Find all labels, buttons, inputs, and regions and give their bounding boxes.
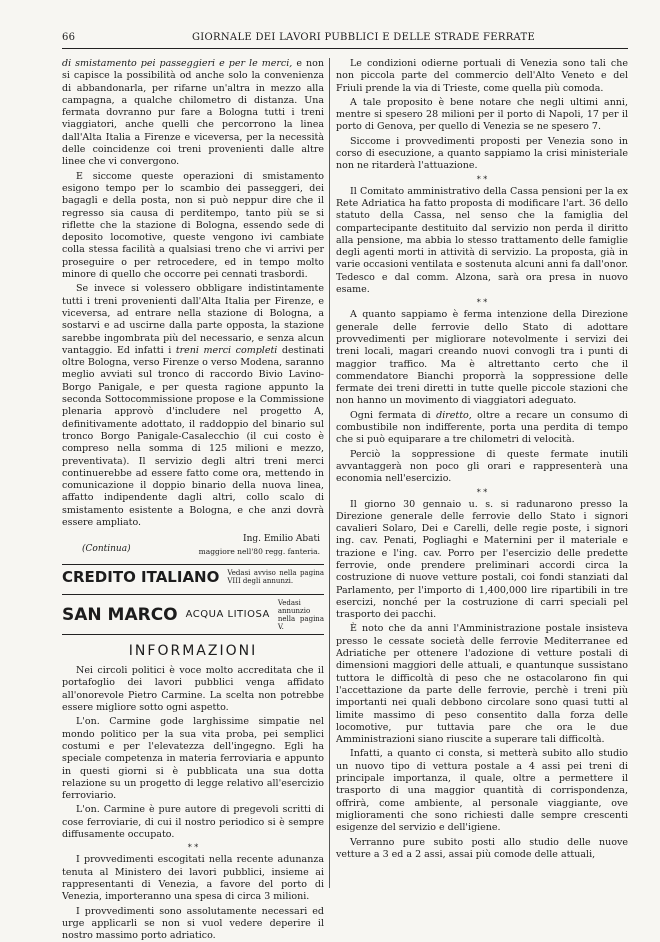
separator-stars: * * [476, 487, 488, 497]
column-divider [329, 58, 330, 888]
header-rule [62, 48, 628, 49]
news-paragraph: Siccome i provvedimenti proposti per Venezia sono in corso di esecuzione, a quanto sappiamo la crisi ministeriale non ne ritarderà l'attuazione. [336, 135, 628, 172]
news-paragraph: L'on. Carmine gode larghissime simpatie nel mondo politico per la sua vita proba, pei semplici costumi e per l'elevatezza dell'ingegno. Egli ha speciale competenza in materia ferroviaria e appunto in questi giorni si è pubblicata una sua dotta relazione su un progetto di legge relativo all'esercizio ferroviario. [62, 716, 324, 802]
ad-note: Vedasi avviso nella pagina VIII degli annunzi. [227, 568, 324, 585]
continued-note: (Continua) [82, 544, 131, 555]
article-signature [62, 533, 324, 558]
news-paragraph: Le condizioni odierne portuali di Venezia sono tali che non piccola parte del commercio dell'Alto Veneto e del Friuli prende la via di Trieste, come quella più comoda. [336, 58, 628, 94]
news-paragraph: L'on. Carmine è pure autore di pregevoli scritti di cose ferroviarie, di cui il nostro periodico si è sempre diffusamente occupato. [62, 804, 324, 841]
news-paragraph: Il Comitato amministrativo della Cassa pensioni per la ex Rete Adriatica ha fatto proposta di modificare l'art. 36 dello statuto della Cassa, nel senso che la famiglia del compartecipante destituito dal servizio non perda il diritto alla pensione, ma abbia lo stesso trattamento delle famiglie degli agenti morti in attività di servizio. La proposta, già in varie occasioni ventilata e sostenuta alcuni anni fa dall'onor. Tedesco e dal comm. Alzona, sarà ora presa in nuovo esame. [336, 185, 628, 296]
news-paragraph: Verranno pure subito posti allo studio delle nuove vetture a 3 ed a 2 assi, assai più comode delle attuali, [336, 836, 628, 860]
ad-note: Vedasi annunzio nella pagina V. [277, 598, 324, 631]
author-name: Ing. Emilio Abati [243, 534, 320, 545]
news-paragraph: I provvedimenti sono assolutamente necessari ed urge applicarli se non si vuol vedere deperire il nostro massimo porto adriatico. [62, 905, 324, 942]
ad-brand: SAN MARCO [62, 604, 178, 625]
ad-brand: CREDITO ITALIANO [62, 567, 220, 586]
page-header [62, 30, 628, 46]
ad-san-marco [62, 594, 324, 635]
article-paragraph: di smistamento pei passeggieri e per le merci, e non si capisce la possibilità od anche solo la convenienza di abbandonarla, per rifarne un'altra in mezzo alla campagna, a qualche chilometro di distanza. Una fermata dovranno pur fare a Bologna tutti i treni viaggiatori, anche quelli che percorrono la linea dall'Alta Italia a Firenze e viceversa, per la necessità delle coincidenze coi treni provenienti dalle altre linee che vi convergono. [62, 58, 324, 168]
left-column [62, 58, 324, 942]
author-rank: maggiore nell'80 regg. fanteria. [198, 546, 320, 556]
article-paragraph: Se invece si volessero obbligare indistintamente tutti i treni provenienti dall'Alta Italia per Firenze, e viceversa, ad entrare nella stazione di Bologna, a sostarvi e ad uscirne dalla parte opposta, la stazione sarebbe ingombrata più del necessario, e senza alcun vantaggio. Ed infatti i treni merci completi destinati oltre Bologna, verso Firenze o verso Modena, saranno meglio avviati sul tronco di raccordo Bivio Lavino-Borgo Panigale, e per questa ragione appunto la seconda Sottocommissione propose e la Commissione plenaria approvò d'includere nel progetto A, definitivamente adottato, il raddoppio del binario sul tronco Borgo Panigale-Casalecchio (il cui costo è compreso nella somma di 125 milioni e mezzo, preventivata). Il servizio degli altri treni merci continuerebbe ad essere fatto come ora, mettendo in comunicazione il doppio binario della nuova linea, affatto indipendente dagli altri, collo scalo di smistamento esistente a Bologna, e che anzi dovrà essere ampliato. [62, 283, 324, 528]
news-paragraph: Ogni fermata di diretto, oltre a recare un consumo di combustibile non indifferente, porta una perdita di tempo che si può equiparare a tre chilometri di velocità. [336, 409, 628, 446]
news-paragraph: Infatti, a quanto ci consta, si metterà subito allo studio un nuovo tipo di vettura postale a 4 assi pei treni di principale importanza, il quale, oltre a permettere il trasporto di una maggior quantità di corrispondenza, offrirà, come ambiente, al personale viaggiante, ove miglioramenti che sono richiesti dalle sempre crescenti esigenze del servizio e dell'igiene. [336, 748, 628, 834]
news-paragraph: A tale proposito è bene notare che negli ultimi anni, mentre si spesero 28 milioni per il porto di Napoli, 17 per il porto di Genova, per quello di Venezia se ne spesero 7. [336, 96, 628, 133]
news-paragraph: I provvedimenti escogitati nella recente adunanza tenuta al Ministero dei lavori pubblici, insieme ai rappresentanti di Venezia, a favore del porto di Venezia, importeranno una spesa di circa 3 milioni. [62, 854, 324, 903]
journal-title: GIORNALE DEI LAVORI PUBBLICI E DELLE STRADE FERRATE [192, 32, 536, 43]
right-column [336, 58, 628, 890]
news-paragraph: Il giorno 30 gennaio u. s. si radunarono presso la Direzione generale delle ferrovie dello Stato i signori cavalieri Solaro, Dei e Carelli, delle regie poste, i signori ing. cav. Penati, Pogliaghi e Maternini per il materiale e trazione e l'ing. cav. Porro per l'esercizio delle predette ferrovie, onde prendere preliminari accordi circa la costruzione di nuove vetture postali, coi fondi stanziati dal Parlamento, per l'importo di 1,400,000 lire ripartibili in tre esercizi, nonché per la costruzione di carri speciali pel trasporto dei pacchi. [336, 498, 628, 621]
separator-stars: * * [476, 174, 488, 184]
news-paragraph: È noto che da anni l'Amministrazione postale insisteva presso le cessate società delle ferrovie Mediterranee ed Adriatiche per ottenere l'adozione di vetture postali di dimensioni maggiori delle attuali, e quantunque sussistano tuttora le difficoltà di peso che ne ostacolarono fin qui l'accettazione da parte delle ferrovie, perchè i treni più importanti nei quali debbono circolare sono quasi tutti al limite massimo di peso consentito dalla forza delle locomotive, pur tuttavia pare che ora le due Amministrazioni siano riuscite a superare tali difficoltà. [336, 623, 628, 746]
ad-subtitle: ACQUA LITIOSA [185, 608, 270, 620]
separator-stars: * * [187, 843, 199, 853]
page-number: 66 [62, 32, 76, 43]
section-title: INFORMAZIONI [128, 642, 258, 659]
news-paragraph: Perciò la soppressione di queste fermate inutili avvantaggerà non poco gli orari e rappresenterà una economia nell'esercizio. [336, 448, 628, 485]
news-paragraph: A quanto sappiamo è ferma intenzione della Direzione generale delle ferrovie dello Stato di adottare provvedimenti per migliorare notevolmente i servizi dei treni locali, magari creando nuovi convogli tra i punti di maggior traffico. Ma è altrettanto certo che il commendatore Bianchi proporrà la soppressione delle fermate dei treni diretti in tutte quelle piccole stazioni che non hanno un movimento di viaggiatori adeguato. [336, 309, 628, 407]
ad-credito-italiano [62, 564, 324, 588]
news-paragraph: Nei circoli politici è voce molto accreditata che il portafoglio dei lavori pubblici venga affidato all'onorevole Pietro Carmine. La scelta non potrebbe essere migliore sotto ogni aspetto. [62, 665, 324, 714]
article-paragraph: E siccome queste operazioni di smistamento esigono tempo per lo scambio dei passeggeri, dei bagagli e della posta, non si può neppur dire che il regresso sia causa di perditempo, tanto più se si riflette che la stazione di Bologna, essendo sede di deposito locomotive, queste vengono ivi cambiate colla stessa facilità a qualsiasi treno che vi arrivi per proseguire o per retrocedere, ed in tempo molto minore di quello che occorre pei cennati trasbordi. [62, 170, 324, 281]
separator-stars: * * [476, 298, 488, 308]
